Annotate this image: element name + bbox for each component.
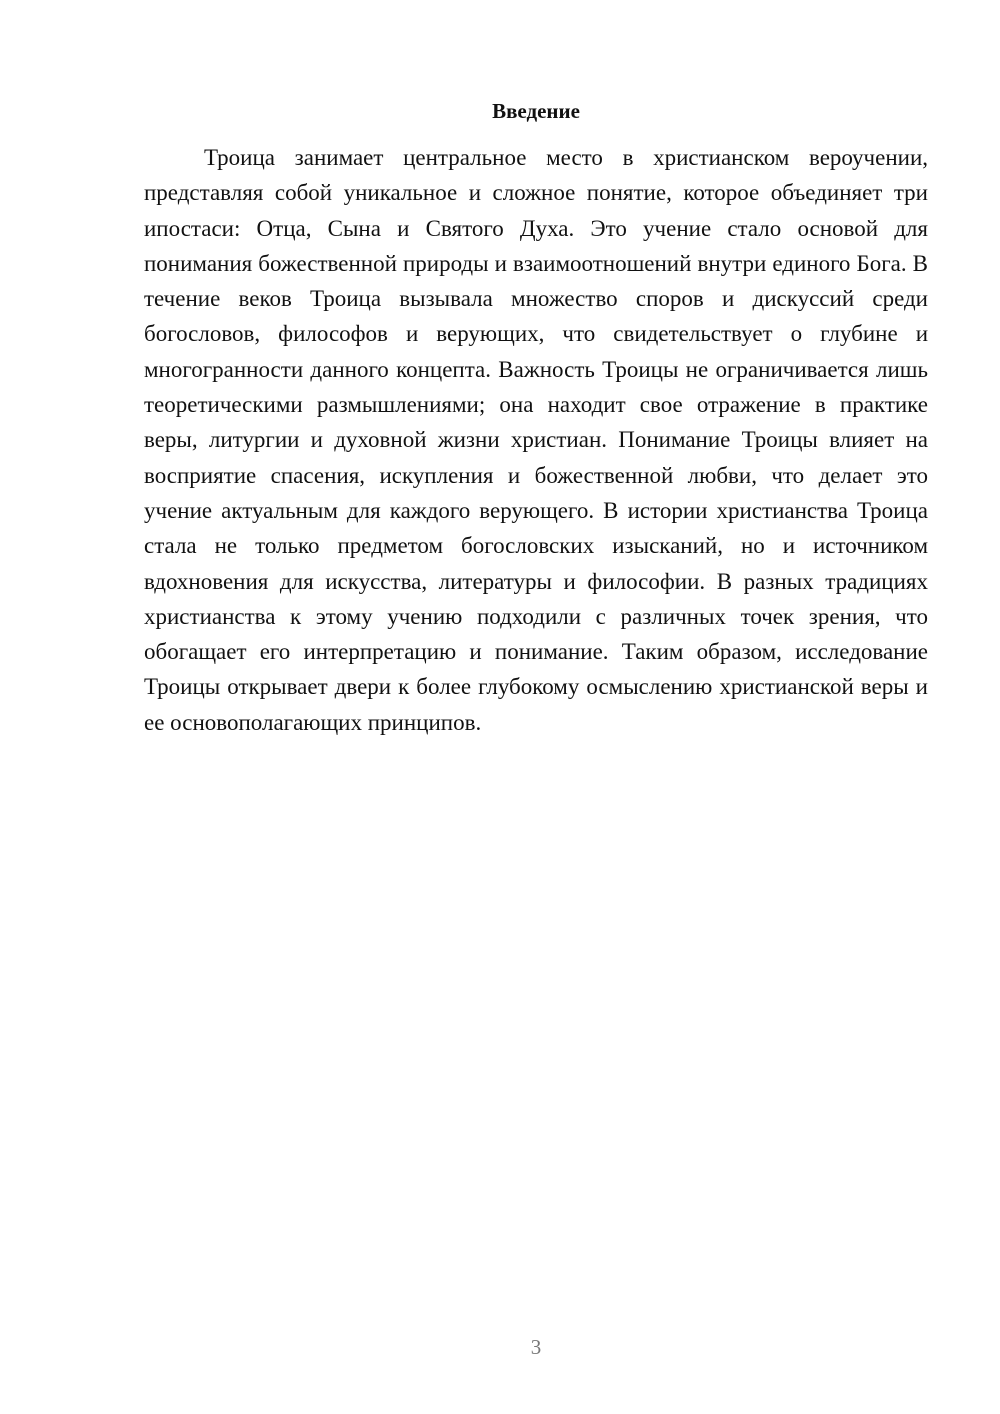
section-heading: Введение bbox=[492, 99, 580, 123]
body-paragraph: Троица занимает центральное место в христианском вероучении, представляя собой уникальное и сложное понятие, которое объединяет три ипостаси: Отца, Сына и Святого Духа. Это учение стало основой для понимания божественной природы и взаимоотношений внутри единого Бога. В течение веков Троица вызывала множество споров и дискуссий среди богословов, философов и верующих, что свидетельствует о глубине и многогранности данного концепта. Важность Троицы не ограничивается лишь теоретическими размышлениями; она находит свое отражение в практике веры, литургии и духовной жизни христиан. Понимание Троицы влияет на восприятие спасения, искупления и божественной любви, что делает это учение актуальным для каждого верующего. В истории христианства Троица стала не только предметом богословских изысканий, но и источником вдохновения для искусства, литературы и философии. В разных традициях христианства к этому учению подходили с различных точек зрения, что обогащает его интерпретацию и понимание. Таким образом, исследование Троицы открывает двери к более глубокому осмыслению христианской веры и ее основополагающих принципов. bbox=[144, 145, 928, 735]
page-number: 3 bbox=[530, 1335, 542, 1359]
